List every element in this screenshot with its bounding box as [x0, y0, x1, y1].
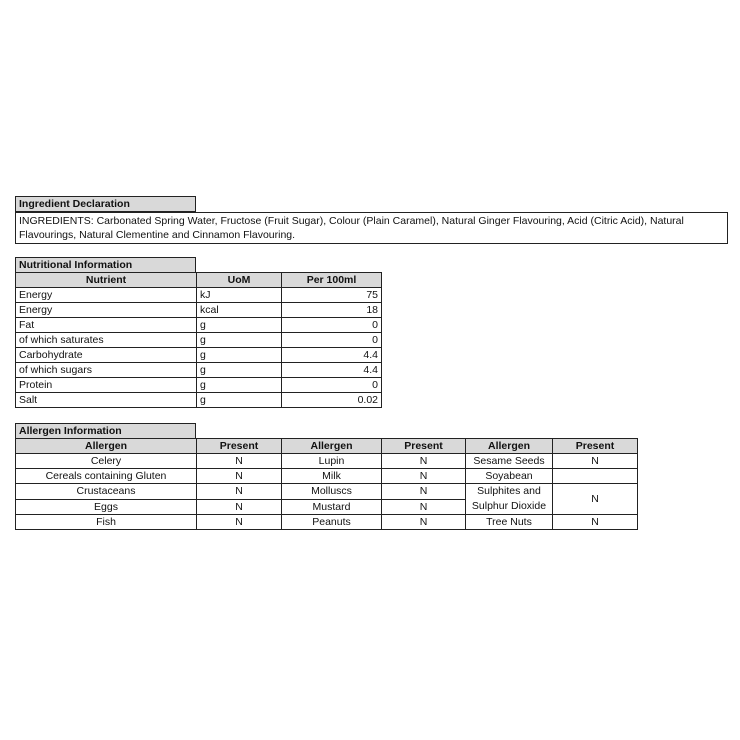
nutrition-header-row [16, 273, 382, 288]
nutrient-uom: g [197, 318, 282, 333]
table-row [16, 288, 382, 303]
col-present: Present [553, 439, 638, 454]
allergen-name: Mustard [282, 499, 382, 515]
allergen-present: N [553, 454, 638, 469]
table-row [16, 378, 382, 393]
allergen-table [15, 438, 638, 530]
nutritional-information-header: Nutritional Information [15, 257, 196, 273]
table-row [16, 303, 382, 318]
nutrient-uom: kcal [197, 303, 282, 318]
nutrient-value: 0 [282, 378, 382, 393]
allergen-present: N [197, 454, 282, 469]
nutrient-value: 4.4 [282, 363, 382, 378]
col-allergen: Allergen [16, 439, 197, 454]
table-row [16, 484, 638, 500]
col-present: Present [382, 439, 466, 454]
allergen-present: N [197, 484, 282, 500]
nutrient-uom: g [197, 393, 282, 408]
allergen-name: Eggs [16, 499, 197, 515]
allergen-present [553, 469, 638, 484]
allergen-present: N [382, 499, 466, 515]
nutrient-name: Energy [16, 288, 197, 303]
table-row [16, 515, 638, 530]
nutrient-value: 0 [282, 333, 382, 348]
table-row [16, 363, 382, 378]
nutrient-name: Protein [16, 378, 197, 393]
nutrient-name: Fat [16, 318, 197, 333]
allergen-name: Lupin [282, 454, 382, 469]
allergen-present: N [197, 515, 282, 530]
allergen-name: Sesame Seeds [466, 454, 553, 469]
nutrient-name: of which sugars [16, 363, 197, 378]
nutrient-uom: g [197, 348, 282, 363]
nutrient-value: 0.02 [282, 393, 382, 408]
allergen-name: Celery [16, 454, 197, 469]
allergen-present: N [197, 499, 282, 515]
nutrient-value: 4.4 [282, 348, 382, 363]
table-row [16, 393, 382, 408]
col-allergen: Allergen [466, 439, 553, 454]
allergen-name: Molluscs [282, 484, 382, 500]
allergen-present: N [553, 515, 638, 530]
allergen-name: Fish [16, 515, 197, 530]
allergen-name: Milk [282, 469, 382, 484]
ingredients-text: INGREDIENTS: Carbonated Spring Water, Fructose (Fruit Sugar), Colour (Plain Caramel), Natural Ginger Flavouring, Acid (Citric Acid), Natural Flavourings, Natural Clementine and Cinnamon Flavouring. [15, 212, 728, 244]
nutrient-name: Carbohydrate [16, 348, 197, 363]
nutrient-uom: g [197, 363, 282, 378]
nutrient-name: Energy [16, 303, 197, 318]
table-row [16, 454, 638, 469]
allergen-header-row [16, 439, 638, 454]
table-row [16, 333, 382, 348]
nutrient-value: 0 [282, 318, 382, 333]
nutrient-name: Salt [16, 393, 197, 408]
nutrition-table [15, 272, 382, 408]
allergen-name: Crustaceans [16, 484, 197, 500]
allergen-present: N [382, 484, 466, 500]
allergen-name: Soyabean [466, 469, 553, 484]
allergen-name: Cereals containing Gluten [16, 469, 197, 484]
nutrient-value: 18 [282, 303, 382, 318]
allergen-information-header: Allergen Information [15, 423, 196, 439]
nutrient-name: of which saturates [16, 333, 197, 348]
allergen-name: Peanuts [282, 515, 382, 530]
allergen-present: N [382, 454, 466, 469]
col-allergen: Allergen [282, 439, 382, 454]
col-uom: UoM [197, 273, 282, 288]
allergen-name: Sulphites and Sulphur Dioxide [466, 484, 553, 515]
table-row [16, 348, 382, 363]
nutrient-uom: kJ [197, 288, 282, 303]
col-nutrient: Nutrient [16, 273, 197, 288]
allergen-present: N [197, 469, 282, 484]
allergen-present: N [382, 515, 466, 530]
nutrient-value: 75 [282, 288, 382, 303]
col-present: Present [197, 439, 282, 454]
nutrient-uom: g [197, 378, 282, 393]
ingredient-declaration-header: Ingredient Declaration [15, 196, 196, 212]
allergen-present: N [382, 469, 466, 484]
allergen-name: Tree Nuts [466, 515, 553, 530]
table-row [16, 318, 382, 333]
table-row [16, 469, 638, 484]
allergen-present: N [553, 484, 638, 515]
nutrient-uom: g [197, 333, 282, 348]
col-per-100ml: Per 100ml [282, 273, 382, 288]
